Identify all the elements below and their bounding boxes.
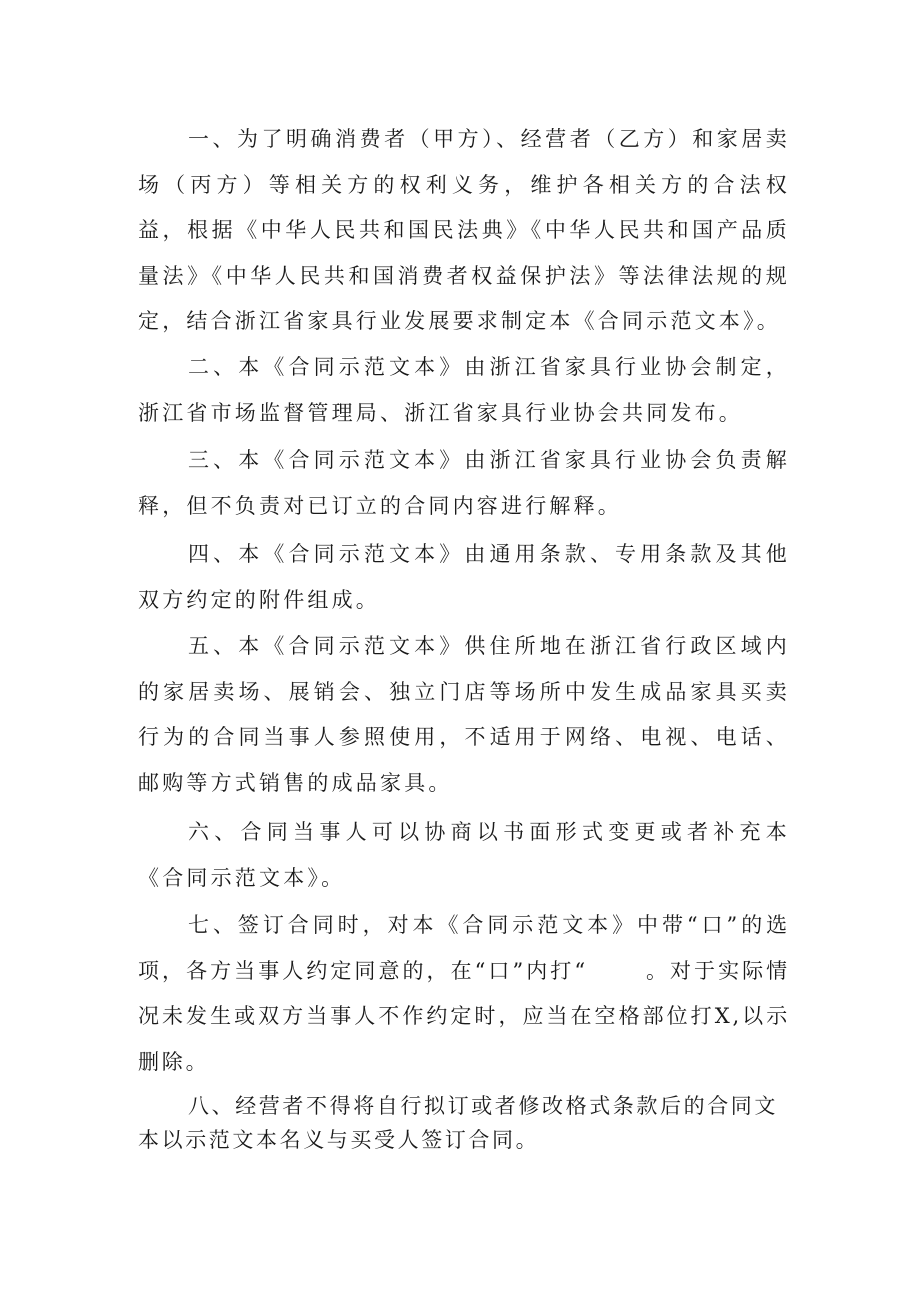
paragraph-3: 三、本《合同示范文本》由浙江省家具行业协会负责解释，但不负责对已订立的合同内容进行解释。 xyxy=(138,448,790,518)
paragraph-4: 四、本《合同示范文本》由通用条款、专用条款及其他双方约定的附件组成。 xyxy=(138,542,790,612)
paragraph-2: 二、本《合同示范文本》由浙江省家具行业协会制定，浙江省市场监督管理局、浙江省家具行业协会共同发布。 xyxy=(138,355,790,425)
paragraph-8: 八、经营者不得将自行拟订或者修改格式条款后的合同文本以示范文本名义与买受人签订合同。 xyxy=(138,1094,778,1152)
paragraph-5: 五、本《合同示范文本》供住所地在浙江省行政区域内的家居卖场、展销会、独立门店等场所中发生成品家具买卖行为的合同当事人参照使用，不适用于网络、电视、电话、邮购等方式销售的成品家具。 xyxy=(138,634,790,795)
paragraph-7: 七、签订合同时，对本《合同示范文本》中带“口”的选项，各方当事人约定同意的，在“口”内打“ 。对于实际情况未发生或双方当事人不作约定时，应当在空格部位打X,以示删除。 xyxy=(138,913,790,1074)
paragraph-1: 一、为了明确消费者（甲方）、经营者（乙方）和家居卖场（丙方）等相关方的权利义务，维护各相关方的合法权益，根据《中华人民共和国民法典》《中华人民共和国产品质量法》《中华人民共和国消费者权益保护法》等法律法规的规定，结合浙江省家具行业发展要求制定本《合同示范文本》。 xyxy=(138,127,790,334)
paragraph-6: 六、合同当事人可以协商以书面形式变更或者补充本《合同示范文本》。 xyxy=(138,820,790,890)
